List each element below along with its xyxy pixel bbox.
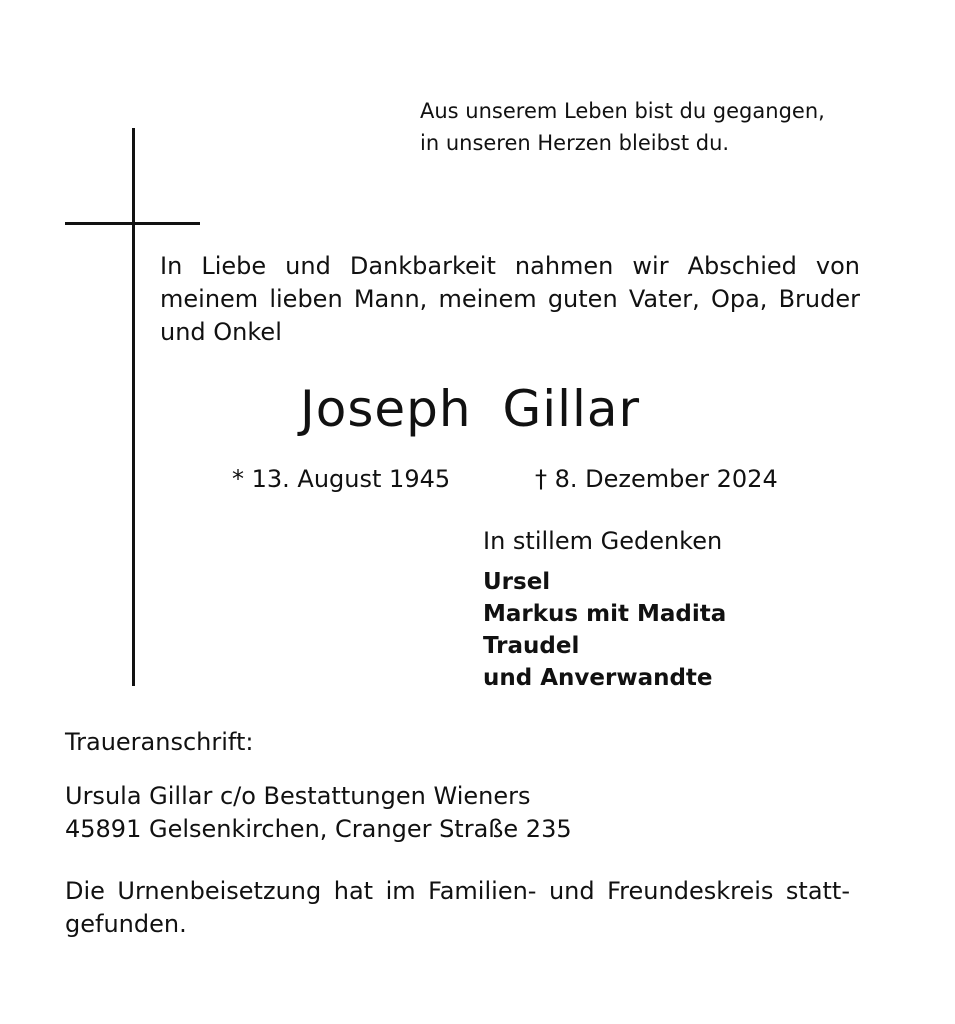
mourners-intro: In stillem Gedenken [483,527,723,555]
birth-date: * 13. August 1945 [232,465,451,493]
mourner-name: Ursel [483,569,551,595]
motto-line: Aus unserem Leben bist du gegangen, [420,99,825,123]
address-label: Traueranschrift: [65,728,254,756]
intro-text [160,250,860,349]
deceased-name: Joseph Gillar [300,380,641,438]
burial-note-line: Die Urnenbeisetzung hat im Familien- und Freundeskreis statt- [65,877,850,905]
address-block [65,780,572,846]
cross-icon-horizontal [65,222,200,225]
motto [420,95,880,159]
mourner-name: und Anverwandte [483,665,713,691]
intro-line: In Liebe und Dankbarkeit nahmen wir Abschied von [160,252,860,280]
burial-note [65,875,850,941]
mourner-name: Traudel [483,633,580,659]
death-date: † 8. Dezember 2024 [535,465,778,493]
address-line: 45891 Gelsenkirchen, Cranger Straße 235 [65,815,572,843]
mourners-list [483,566,726,694]
burial-note-line: gefunden. [65,910,187,938]
intro-line: meinem lieben Mann, meinem guten Vater, Opa, Bruder [160,285,860,313]
address-line: Ursula Gillar c/o Bestattungen Wieners [65,782,531,810]
motto-line: in unseren Herzen bleibst du. [420,131,730,155]
cross-icon-vertical [132,128,135,686]
mourner-name: Markus mit Madita [483,601,727,627]
intro-line: und Onkel [160,318,282,346]
